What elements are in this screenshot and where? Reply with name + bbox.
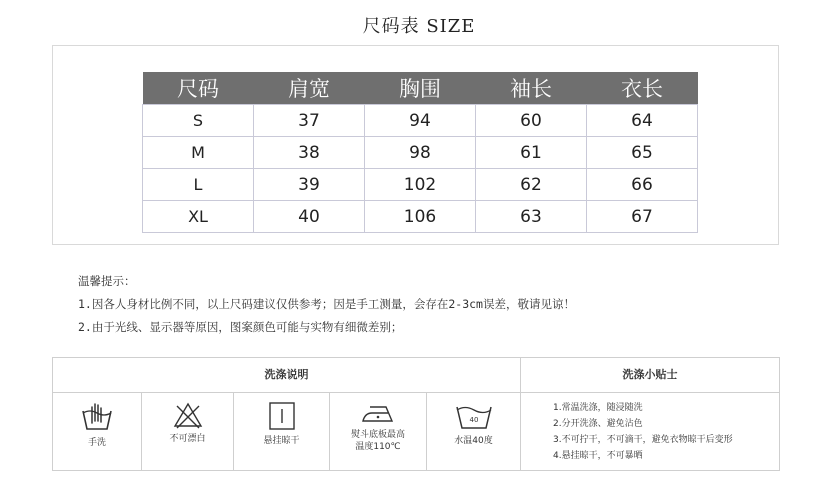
table-cell: 106 [365, 201, 476, 233]
hand-wash-label: 手洗 [87, 438, 106, 448]
size-table-header-row [143, 72, 698, 105]
table-cell: 66 [587, 169, 698, 201]
col-header-chest: 胸围 [365, 72, 476, 105]
water-temp-cell [427, 393, 521, 470]
no-bleach-label: 不可漂白 [169, 434, 206, 444]
table-cell: 63 [476, 201, 587, 233]
tips-line-2: 2.由于光线、显示器等原因，图案颜色可能与实物有细微差别； [78, 320, 403, 334]
table-cell: 38 [254, 137, 365, 169]
table-cell: 94 [365, 105, 476, 137]
list-item: 3.不可拧干，不可滴干，避免衣物晾干后变形 [553, 435, 733, 445]
size-table [142, 72, 698, 233]
table-cell: M [143, 137, 254, 169]
no-bleach-icon [173, 401, 203, 429]
no-bleach-cell [142, 393, 234, 470]
table-cell: 67 [587, 201, 698, 233]
table-cell: 62 [476, 169, 587, 201]
table-cell: 60 [476, 105, 587, 137]
tips-section [78, 270, 575, 339]
washing-tips-header: 洗涤小贴士 [521, 358, 779, 393]
table-cell: 98 [365, 137, 476, 169]
table-cell: 39 [254, 169, 365, 201]
iron-cell [330, 393, 427, 470]
water-temp-label: 水温40度 [454, 436, 493, 446]
table-row [143, 169, 698, 201]
table-cell: XL [143, 201, 254, 233]
page-title: 尺码表 SIZE [362, 16, 476, 37]
table-cell: 61 [476, 137, 587, 169]
table-row [143, 201, 698, 233]
hand-wash-icon [80, 401, 114, 433]
list-item: 4.悬挂晾干，不可暴晒 [553, 451, 643, 461]
tips-line-1: 1.因各人身材比例不同，以上尺码建议仅供参考；因是手工测量，会存在2-3cm误差，敬请见谅！ [78, 297, 575, 311]
table-cell: 65 [587, 137, 698, 169]
list-item: 1.常温洗涤，随浸随洗 [553, 403, 643, 413]
table-row [143, 105, 698, 137]
col-header-size: 尺码 [143, 72, 254, 105]
table-cell: 102 [365, 169, 476, 201]
iron-label-line-1: 熨斗底板最高 [350, 430, 405, 440]
col-header-shoulder: 肩宽 [254, 72, 365, 105]
wash-tub-icon [454, 401, 494, 431]
table-row [143, 137, 698, 169]
table-cell: L [143, 169, 254, 201]
washing-instructions-panel [52, 357, 780, 471]
col-header-sleeve: 袖长 [476, 72, 587, 105]
table-cell: 37 [254, 105, 365, 137]
iron-icon [360, 401, 396, 425]
table-cell: S [143, 105, 254, 137]
hang-dry-icon [268, 401, 296, 431]
hang-dry-cell [234, 393, 330, 470]
washing-tips-list [553, 400, 733, 464]
tips-heading: 温馨提示： [78, 274, 136, 288]
iron-label-line-2: 温度110℃ [355, 442, 401, 452]
hand-wash-cell [53, 393, 142, 470]
list-item: 2.分开洗涤、避免沾色 [553, 419, 643, 429]
washing-instructions-header: 洗涤说明 [53, 358, 521, 393]
table-cell: 40 [254, 201, 365, 233]
water-temp-number: 40 [469, 416, 478, 424]
table-cell: 64 [587, 105, 698, 137]
hang-dry-label: 悬挂晾干 [263, 436, 300, 446]
col-header-length: 衣长 [587, 72, 698, 105]
